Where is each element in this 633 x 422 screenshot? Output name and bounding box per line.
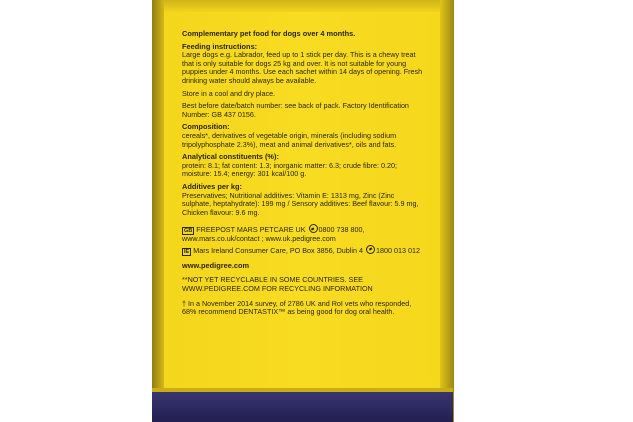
gb-phone: 0800 738 800, [318,225,365,235]
feeding-heading: Feeding instructions: [182,41,258,51]
feeding-line: that is only suitable for dogs 25 kg and over. It is not suitable for young [182,58,407,68]
ie-contact-line [182,244,448,256]
box-top-fold [152,0,453,12]
additives-line: Preservatives; Nutritional additives: Vitamin E: 1313 mg, Zinc (Zinc [182,190,395,200]
ie-address: Mars Ireland Consumer Care, PO Box 3856, Dublin 4 [193,245,363,255]
phone-icon [366,245,375,254]
feeding-line: Large dogs e.g. Labrador, feed up to 1 stick per day. This is a chewy treat [182,50,416,60]
gb-flag-badge: GB [184,228,193,235]
label-text-block [182,30,448,317]
box-left-edge [152,0,164,422]
best-before-line: Best before date/batch number: see back of pack. Factory Identification [182,101,409,111]
analytical-line: moisture: 15.4; energy: 301 kcal/100 g. [182,169,307,179]
gb-address: FREEPOST MARS PETCARE UK [196,225,306,235]
survey-line: † In a November 2014 survey, of 2786 UK and RoI vets who responded, [182,298,412,308]
analytical-line: protein: 8.1; fat content: 1.3; inorganic matter: 6.3; crude fibre: 0.20; [182,160,397,170]
feeding-line: puppies under 4 months. Use each sachet within 14 days of opening. Fresh [182,67,423,77]
headline: Complementary pet food for dogs over 4 months. [182,29,356,38]
composition-heading: Composition: [182,122,230,132]
composition-line: cereals*, derivatives of vegetable origin, minerals (including sodium [182,130,397,140]
additives-heading: Additives per kg: [182,181,242,191]
recycle-line: **NOT YET RECYCLABLE IN SOME COUNTRIES. SEE [182,275,363,285]
best-before-line: Number: GB 437 0156. [182,109,256,119]
ie-phone: 1800 013 012 [376,245,420,255]
survey-line: 68% recommend DENTASTIX™ as being good for dog oral health. [182,307,395,317]
recycle-line: WWW.PEDIGREE.COM FOR RECYCLING INFORMATION [182,284,373,294]
composition-line: tripolyphosphate 2.3%), meat and animal derivatives*, oils and fats. [182,139,397,149]
storage-text: Store in a cool and dry place. [182,88,276,98]
gb-web-line: www.mars.co.uk/contact ; www.uk.pedigree.com [182,234,336,244]
analytical-heading: Analytical constituents (%): [182,152,279,162]
phone-icon [309,224,318,233]
feeding-line: drinking water should always be available. [182,75,317,85]
additives-line: Chicken flavour: 9.6 mg. [182,207,260,217]
ie-flag-badge: IE [184,248,190,255]
navy-bottom-band [152,392,453,422]
website: www.pedigree.com [182,260,250,270]
additives-line: sulphate, heptahydrate): 199 mg / Sensory additives: Beef flavour: 5.9 mg, [182,199,419,209]
